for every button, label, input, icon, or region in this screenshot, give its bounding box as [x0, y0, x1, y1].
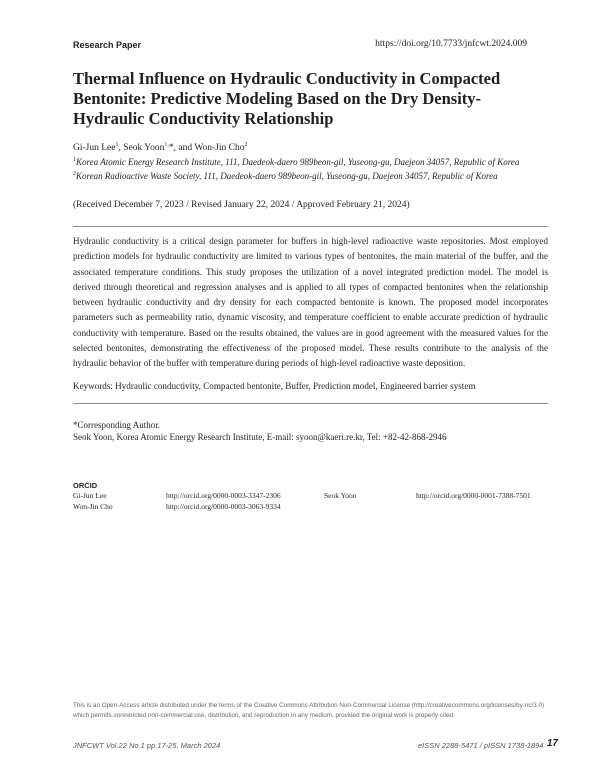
corresponding-author-detail: Seok Yoon, Korea Atomic Energy Research Institute, E-mail: syoon@kaeri.re.kr, Tel: +82-42-868-2946 [73, 432, 447, 442]
affiliation-text: Korea Atomic Energy Research Institute, 111, Daedeok-daero 989beon-gil, Yuseong-gu, Daejeon 34057, Republic of Korea [76, 157, 520, 167]
affiliation-2 [73, 171, 498, 181]
abstract-top-divider [73, 226, 548, 227]
footer-journal-info: JNFCWT Vol.22 No.1 pp.17-25, March 2024 [73, 741, 221, 750]
footer-issn: eISSN 2288-5471 / pISSN 1738-1894 [418, 741, 544, 750]
page-number: 17 [546, 738, 558, 749]
author-name: Won-Jin Cho [194, 143, 245, 153]
affiliation-number: 1 [73, 157, 76, 163]
paper-title: Thermal Influence on Hydraulic Conductivity in Compacted Bentonite: Predictive Modeling Based on the Dry Density-Hydraulic Conductivity Relationship [73, 69, 501, 128]
author-separator: , [118, 143, 124, 153]
affiliation-number: 2 [73, 171, 76, 177]
author-name: Seok Yoon [123, 143, 165, 153]
paper-type-label: Research Paper [73, 40, 142, 50]
author-affiliation-mark: 2 [244, 141, 248, 148]
orcid-author-name: Won-Jin Cho [73, 502, 113, 511]
affiliation-text: Korean Radioactive Waste Society, 111, Daedeok-daero 989beon-gil, Yuseong-gu, Daejeon 34057, Republic of Korea [76, 171, 498, 181]
received-dates: (Received December 7, 2023 / Revised January 22, 2024 / Approved February 21, 2024) [73, 200, 410, 210]
orcid-link[interactable]: http://orcid.org/0000-0003-3063-9334 [166, 502, 281, 511]
author-separator: , and [173, 143, 195, 153]
orcid-link[interactable]: http://orcid.org/0000-0001-7388-7501 [416, 491, 531, 500]
author-list [73, 143, 248, 153]
corresponding-asterisk: * [168, 143, 174, 153]
orcid-heading: ORCID [73, 481, 98, 490]
author-affiliation-mark: 1 [115, 141, 119, 148]
orcid-author-name: Seok Yoon [324, 491, 357, 500]
doi-link[interactable]: https://doi.org/10.7733/jnfcwt.2024.009 [375, 39, 527, 49]
license-notice: This is an Open-Access article distributed under the terms of the Creative Commons Attribution Non-Commercial License (http://creativecommons.org/licenses/by-nc/3.0) which permits unrestricted non-commercial use, distribution, and reproduction in any medium, provided the original work is properly cited [73, 702, 545, 719]
author-name: Gi-Jun Lee [73, 143, 116, 153]
affiliation-1 [73, 157, 519, 167]
orcid-link[interactable]: http://orcid.org/0000-0003-3347-2306 [166, 491, 281, 500]
author-affiliation-mark: 1, [164, 141, 169, 148]
keywords-line: Keywords: Hydraulic conductivity, Compacted bentonite, Buffer, Prediction model, Engineered barrier system [73, 381, 476, 391]
abstract-text: Hydraulic conductivity is a critical design parameter for buffers in high-level radioactive waste repositories. Most employed prediction models for hydraulic conductivity are limited to various types of bentonites, the main material of the buffer, and the associated temperature conditions. This study proposes the utilization of a novel integrated prediction model. The model is derived through theoretical and regression analyses and is applied to all types of compacted bentonites when the relationship between hydraulic conductivity and dry density for each compacted bentonite is known. The proposed model incorporates parameters such as permeability ratio, dynamic viscosity, and temperature coefficient to enable accurate prediction of hydraulic conductivity with temperature. Based on the results obtained, the values are in good agreement with the measured values for the selected bentonites, demonstrating the effectiveness of the proposed model. These results contribute to the analysis of the hydraulic behavior of the buffer with temperature during periods of high-level radioactive waste deposition. [73, 236, 548, 369]
abstract-bottom-divider [73, 403, 548, 404]
orcid-author-name: Gi-Jun Lee [73, 491, 107, 500]
corresponding-author-label: *Corresponding Author. [73, 420, 160, 430]
